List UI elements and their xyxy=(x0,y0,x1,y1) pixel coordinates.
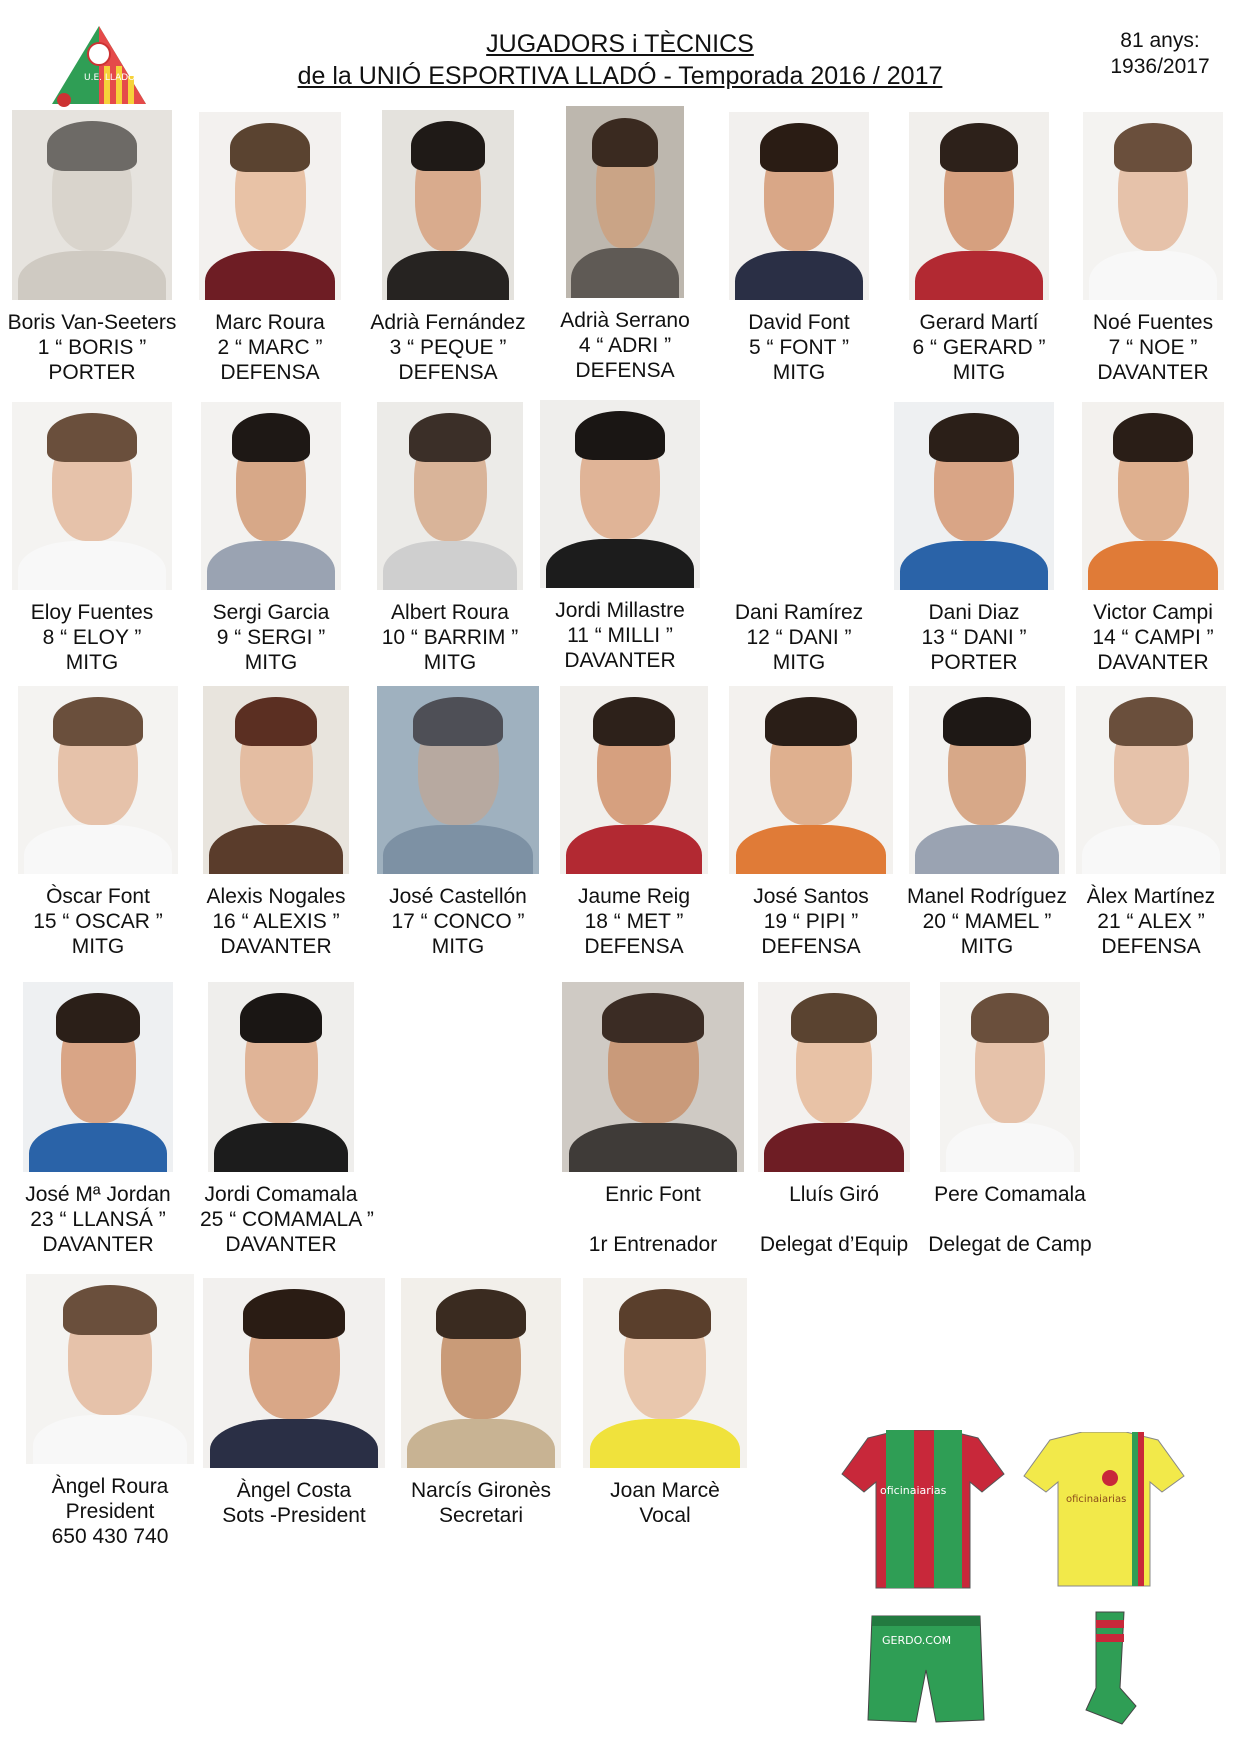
away-shirt xyxy=(1022,1432,1186,1588)
person-position: MITG xyxy=(423,651,477,674)
player-card xyxy=(1070,112,1236,385)
person-number-role: 9 “ SERGI ” xyxy=(216,626,326,649)
person-photo xyxy=(201,402,341,590)
person-caption xyxy=(10,600,174,675)
person-number-role: 6 “ GERARD ” xyxy=(912,336,1046,359)
person-name: Jaume Reig xyxy=(577,885,691,908)
photo-hair xyxy=(409,413,491,462)
person-number-role: Vocal xyxy=(639,1504,691,1527)
person-position: PORTER xyxy=(48,361,136,384)
person-photo xyxy=(382,110,514,300)
photo-shoulders xyxy=(546,539,693,588)
person-name: José Santos xyxy=(753,885,869,908)
person-number-role: 5 “ FONT ” xyxy=(749,336,849,359)
photo-hair xyxy=(760,123,838,172)
photo-hair xyxy=(243,1289,345,1338)
photo-hair xyxy=(943,697,1030,746)
board-card xyxy=(200,1278,388,1553)
person-position: DAVANTER xyxy=(225,1233,337,1256)
shorts xyxy=(866,1610,986,1728)
photo-hair xyxy=(235,697,317,746)
photo-shoulders xyxy=(590,1419,741,1468)
photo-shoulders xyxy=(209,825,343,874)
person-name: Jordi Millastre xyxy=(555,599,685,622)
person-caption xyxy=(200,1182,374,1257)
logo-text: U.E. LLADÓ xyxy=(84,73,136,83)
person-photo xyxy=(909,686,1065,874)
person-photo xyxy=(377,686,539,874)
photo-shoulders xyxy=(571,248,680,298)
photo-hair xyxy=(411,121,485,170)
person-number-role: President xyxy=(65,1500,155,1523)
photo-shoulders xyxy=(207,541,336,590)
person-caption xyxy=(20,1182,176,1257)
sock xyxy=(1062,1610,1142,1728)
person-name: Lluís Giró xyxy=(789,1183,879,1206)
person-name: José Mª Jordan xyxy=(25,1183,171,1206)
person-caption xyxy=(16,884,180,959)
photo-hair xyxy=(436,1289,526,1338)
person-photo xyxy=(758,982,910,1172)
photo-hair xyxy=(575,411,665,460)
person-position: PORTER xyxy=(930,651,1018,674)
person-number-role: 23 “ LLANSÁ ” xyxy=(30,1208,166,1231)
person-caption xyxy=(372,884,544,959)
person-position: MITG xyxy=(772,651,826,674)
photo-hair xyxy=(47,413,137,462)
board-card xyxy=(20,1274,200,1549)
photo-shoulders xyxy=(915,251,1044,300)
photo-hair xyxy=(232,413,310,462)
person-name: José Castellón xyxy=(389,885,527,908)
player-card xyxy=(184,112,356,385)
person-photo xyxy=(1076,686,1226,874)
person-position: DEFENSA xyxy=(575,359,675,382)
person-name: Eloy Fuentes xyxy=(30,601,154,624)
board-card xyxy=(396,1278,566,1553)
photo-shoulders xyxy=(735,251,864,300)
person-position: MITG xyxy=(952,361,1006,384)
person-photo xyxy=(26,1274,194,1464)
player-card xyxy=(534,400,706,673)
person-name: Pere Comamala xyxy=(934,1183,1086,1206)
person-caption xyxy=(578,1478,752,1553)
photo-shoulders xyxy=(18,251,165,300)
person-photo xyxy=(560,686,708,874)
page-title xyxy=(250,28,990,92)
photo-shoulders xyxy=(210,1419,377,1468)
player-card xyxy=(10,402,174,675)
photo-shoulders xyxy=(383,541,517,590)
person-name: Àngel Costa xyxy=(236,1479,352,1502)
person-position xyxy=(200,1528,388,1553)
photo-shoulders xyxy=(33,1415,188,1464)
person-photo xyxy=(562,982,744,1172)
person-name: Òscar Font xyxy=(46,885,150,908)
person-position: MITG xyxy=(960,935,1014,958)
person-photo xyxy=(1082,402,1224,590)
player-card xyxy=(20,982,176,1257)
person-position: DAVANTER xyxy=(220,935,332,958)
person-number-role xyxy=(924,1207,1096,1232)
person-number-role: 3 “ PEQUE ” xyxy=(389,336,507,359)
photo-shoulders xyxy=(736,825,887,874)
person-photo xyxy=(12,110,172,300)
person-caption xyxy=(890,600,1058,675)
player-card xyxy=(716,112,882,385)
player-card xyxy=(366,402,534,675)
player-card xyxy=(200,982,374,1257)
person-position: DEFENSA xyxy=(584,935,684,958)
club-logo xyxy=(44,20,154,112)
person-name: Adrià Fernández xyxy=(370,311,526,334)
person-name: Enric Font xyxy=(605,1183,701,1206)
person-photo xyxy=(18,686,178,874)
person-name: Gerard Martí xyxy=(919,311,1039,334)
person-caption xyxy=(726,884,896,959)
person-number-role xyxy=(558,1207,748,1232)
person-name: Manel Rodríguez xyxy=(907,885,1067,908)
person-photo xyxy=(583,1278,747,1468)
person-number-role: 12 “ DANI ” xyxy=(746,626,852,649)
person-position: DEFENSA xyxy=(398,361,498,384)
person-photo xyxy=(23,982,173,1172)
title-line-1: JUGADORS i TÈCNICS xyxy=(486,30,754,58)
person-position: DEFENSA xyxy=(761,935,861,958)
person-caption xyxy=(896,310,1062,385)
player-card xyxy=(890,402,1058,675)
person-name: Adrià Serrano xyxy=(560,309,690,332)
person-photo xyxy=(199,112,341,300)
person-position: Delegat de Camp xyxy=(928,1233,1092,1256)
person-position: MITG xyxy=(772,361,826,384)
person-name: Albert Roura xyxy=(391,601,509,624)
person-number-role: 19 “ PIPI ” xyxy=(763,910,859,933)
photo-hair xyxy=(1114,123,1192,172)
photo-shoulders xyxy=(566,825,702,874)
person-photo xyxy=(1083,112,1223,300)
person-position: MITG xyxy=(71,935,125,958)
person-caption xyxy=(184,310,356,385)
person-number-role: 15 “ OSCAR ” xyxy=(33,910,163,933)
person-name: Alexis Nogales xyxy=(206,885,346,908)
person-photo xyxy=(940,982,1080,1172)
person-caption xyxy=(716,600,882,675)
player-card xyxy=(1068,686,1234,959)
person-name: David Font xyxy=(748,311,850,334)
player-card xyxy=(186,402,356,675)
player-card xyxy=(726,686,896,959)
person-caption xyxy=(716,310,882,385)
person-caption xyxy=(20,1474,200,1549)
photo-shoulders xyxy=(387,251,508,300)
player-card xyxy=(372,686,544,959)
person-name: Boris Van-Seeters xyxy=(7,311,177,334)
shorts-text: GERDO.COM xyxy=(882,1634,952,1647)
person-number-role: 10 “ BARRIM ” xyxy=(381,626,519,649)
player-card xyxy=(540,106,710,383)
away-shirt-sponsor: oficinaiarias xyxy=(1066,1494,1127,1505)
person-photo xyxy=(729,112,869,300)
person-position: DAVANTER xyxy=(1097,651,1209,674)
person-number-role: 16 “ ALEXIS ” xyxy=(212,910,340,933)
person-number-role: 8 “ ELOY ” xyxy=(42,626,142,649)
staff-card xyxy=(924,982,1096,1257)
photo-hair xyxy=(602,993,704,1042)
person-number-role: 7 “ NOE ” xyxy=(1108,336,1198,359)
person-photo xyxy=(203,1278,385,1468)
person-caption xyxy=(1070,310,1236,385)
photo-shoulders xyxy=(900,541,1047,590)
photo-hair xyxy=(940,123,1018,172)
person-name: Sergi Garcia xyxy=(212,601,330,624)
photo-hair xyxy=(971,993,1049,1042)
photo-hair xyxy=(619,1289,711,1338)
person-caption xyxy=(924,1182,1096,1257)
photo-hair xyxy=(593,697,676,746)
person-number-role: 17 “ CONCO ” xyxy=(391,910,525,933)
photo-hair xyxy=(413,697,504,746)
photo-shoulders xyxy=(18,541,165,590)
person-number-role: Sots -President xyxy=(222,1504,366,1527)
person-photo xyxy=(203,686,349,874)
person-caption xyxy=(200,1478,388,1553)
photo-shoulders xyxy=(1082,825,1220,874)
player-card xyxy=(896,112,1062,385)
person-number-role: 20 “ MAMEL ” xyxy=(922,910,1052,933)
photo-shoulders xyxy=(383,825,532,874)
person-caption xyxy=(540,308,710,383)
photo-shoulders xyxy=(1088,541,1219,590)
person-caption xyxy=(552,884,716,959)
person-name: Marc Roura xyxy=(215,311,325,334)
person-name: Narcís Gironès xyxy=(410,1479,552,1502)
person-position xyxy=(578,1528,752,1553)
player-card xyxy=(368,110,528,385)
photo-shoulders xyxy=(29,1123,167,1172)
person-caption xyxy=(1068,884,1234,959)
coach-card xyxy=(558,982,748,1257)
person-name: Dani Ramírez xyxy=(734,601,864,624)
person-caption xyxy=(558,1182,748,1257)
person-photo xyxy=(566,106,684,298)
person-photo xyxy=(377,402,523,590)
person-caption xyxy=(366,600,534,675)
person-caption xyxy=(186,600,356,675)
person-position: MITG xyxy=(244,651,298,674)
photo-hair xyxy=(1113,413,1193,462)
person-position: MITG xyxy=(431,935,485,958)
person-position: DEFENSA xyxy=(220,361,320,384)
person-number-role: 2 “ MARC ” xyxy=(217,336,323,359)
photo-hair xyxy=(929,413,1019,462)
person-name: Jordi Comamala xyxy=(204,1183,358,1206)
person-name: Joan Marcè xyxy=(610,1479,720,1502)
person-name: Dani Diaz xyxy=(928,601,1020,624)
person-number-role: 18 “ MET ” xyxy=(584,910,684,933)
person-number-role: 13 “ DANI ” xyxy=(921,626,1027,649)
person-photo xyxy=(799,402,800,590)
person-position: 650 430 740 xyxy=(51,1525,169,1548)
home-shirt xyxy=(838,1430,1008,1590)
photo-hair xyxy=(1109,697,1193,746)
person-position xyxy=(396,1528,566,1553)
person-number-role: 1 “ BORIS ” xyxy=(37,336,147,359)
photo-hair xyxy=(765,697,857,746)
person-caption xyxy=(200,884,352,959)
player-card xyxy=(4,110,180,385)
player-card xyxy=(902,686,1072,959)
player-card xyxy=(16,686,180,959)
photo-hair xyxy=(47,121,137,170)
person-name: Victor Campi xyxy=(1093,601,1213,624)
person-caption xyxy=(750,1182,918,1257)
player-card xyxy=(200,686,352,959)
photo-shoulders xyxy=(946,1123,1075,1172)
person-number-role: 11 “ MILLI ” xyxy=(567,624,673,647)
person-position: DEFENSA xyxy=(1101,935,1201,958)
photo-hair xyxy=(53,697,143,746)
photo-hair xyxy=(592,118,658,168)
person-caption xyxy=(396,1478,566,1553)
photo-shoulders xyxy=(1089,251,1218,300)
person-name: Noé Fuentes xyxy=(1092,311,1214,334)
person-number-role: 21 “ ALEX ” xyxy=(1097,910,1205,933)
person-position: DAVANTER xyxy=(1097,361,1209,384)
person-photo xyxy=(401,1278,561,1468)
person-photo xyxy=(540,400,700,588)
person-caption xyxy=(4,310,180,385)
person-caption xyxy=(368,310,528,385)
photo-hair xyxy=(230,123,310,172)
title-line-2: de la UNIÓ ESPORTIVA LLADÓ - Temporada 2016 / 2017 xyxy=(297,62,943,90)
person-photo xyxy=(208,982,354,1172)
home-shirt-sponsor: oficinaiarias xyxy=(880,1484,947,1497)
person-number-role: 4 “ ADRI ” xyxy=(578,334,672,357)
player-card xyxy=(716,402,882,675)
person-photo xyxy=(12,402,172,590)
player-card xyxy=(552,686,716,959)
player-card xyxy=(1068,402,1238,675)
person-photo xyxy=(729,686,893,874)
board-card xyxy=(578,1278,752,1553)
anniversary-label xyxy=(1090,28,1230,80)
photo-hair xyxy=(56,993,140,1042)
person-position: DAVANTER xyxy=(564,649,676,672)
photo-hair xyxy=(240,993,322,1042)
person-name: Àlex Martínez xyxy=(1086,885,1216,908)
anniversary-range: 1936/2017 xyxy=(1110,55,1210,78)
person-caption xyxy=(902,884,1072,959)
person-caption xyxy=(534,598,706,673)
person-photo xyxy=(894,402,1054,590)
photo-shoulders xyxy=(407,1419,554,1468)
photo-hair xyxy=(791,993,876,1042)
staff-card xyxy=(750,982,918,1257)
photo-shoulders xyxy=(205,251,336,300)
photo-shoulders xyxy=(764,1123,904,1172)
person-position: Delegat d’Equip xyxy=(759,1233,909,1256)
person-position: 1r Entrenador xyxy=(588,1233,718,1256)
person-number-role: 14 “ CAMPI ” xyxy=(1092,626,1214,649)
photo-shoulders xyxy=(915,825,1059,874)
person-position: MITG xyxy=(65,651,119,674)
anniversary-years: 81 anys: xyxy=(1120,29,1200,52)
person-name: Àngel Roura xyxy=(51,1475,169,1498)
person-number-role: 25 “ COMAMALA ” xyxy=(200,1208,374,1231)
person-number-role xyxy=(750,1207,918,1232)
photo-shoulders xyxy=(569,1123,736,1172)
person-caption xyxy=(1068,600,1238,675)
photo-shoulders xyxy=(24,825,171,874)
photo-shoulders xyxy=(214,1123,348,1172)
person-photo xyxy=(909,112,1049,300)
photo-hair xyxy=(63,1285,157,1334)
person-number-role: Secretari xyxy=(438,1504,524,1527)
person-position: DAVANTER xyxy=(42,1233,154,1256)
